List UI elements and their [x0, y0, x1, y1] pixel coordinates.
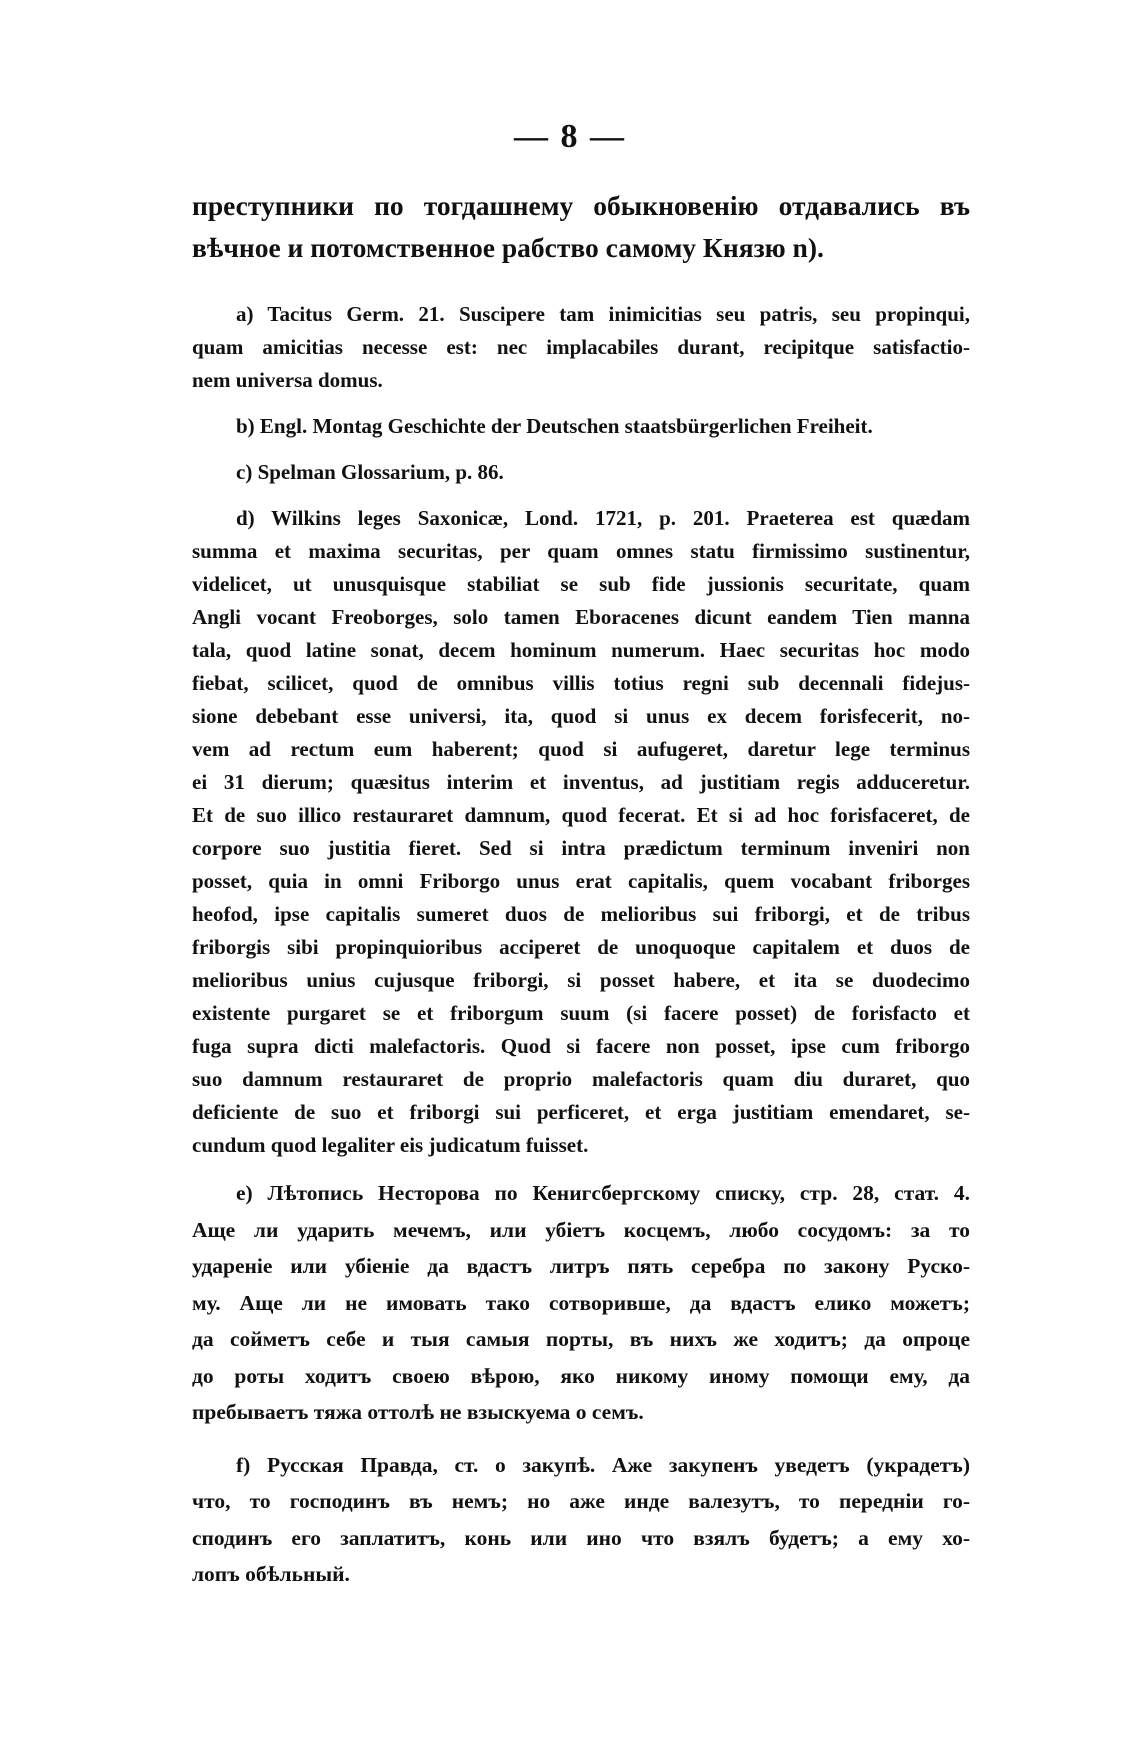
- page-number: — 8 —: [514, 118, 626, 155]
- footnote-line: до роты ходитъ своею вѣрою, яко никому иному помощи ему, да: [192, 1363, 970, 1388]
- footnote-line: лопъ обѣльный.: [192, 1562, 350, 1586]
- footnote-line: vem ad rectum eum haberent; quod si aufugeret, daretur lege terminus: [192, 737, 970, 761]
- footnote-e: [192, 1175, 970, 1431]
- footnote-d: [192, 502, 970, 1162]
- footnote-line: cundum quod legaliter eis judicatum fuisset.: [192, 1133, 589, 1157]
- footnote-line: удареніе или убіеніе да вдастъ литръ пять серебра по закону Руско-: [192, 1254, 970, 1278]
- footnote-line: сподинъ его заплатитъ, конь или ино что взялъ будетъ; а ему хо-: [192, 1525, 970, 1550]
- footnote-line: fiebat, scilicet, quod de omnibus villis totius regni sub decennali fidejus-: [192, 671, 970, 695]
- footnote-line: Et de suo illico restauraret damnum, quod fecerat. Et si ad hoc forisfaceret, de: [192, 803, 970, 827]
- footnote-line: tala, quod latine sonat, decem hominum numerum. Haec securitas hoc modo: [192, 638, 970, 662]
- footnote-line: пребываетъ тяжа оттолѣ не взыскуема о семъ.: [192, 1400, 644, 1424]
- footnote-line: e) Лѣтопись Несторова по Кенигсбергскому списку, стр. 28, стат. 4.: [236, 1181, 970, 1205]
- footnote-c: [192, 456, 970, 489]
- footnote-line: fuga supra dicti malefactoris. Quod si facere non posset, ipse cum friborgo: [192, 1034, 970, 1058]
- footnote-f: [192, 1447, 970, 1593]
- footnote-line: да сойметъ себе и тыя самыя порты, въ нихъ же ходитъ; да опроце: [192, 1327, 970, 1351]
- text-line: вѣчное и потомственное рабство самому Князю n).: [192, 232, 824, 263]
- main-text: [192, 185, 970, 269]
- footnote-line: a) Tacitus Germ. 21. Suscipere tam inimicitias seu patris, seu propinqui,: [236, 302, 970, 326]
- footnote-line: videlicet, ut unusquisque stabiliat se sub fide jussionis securitate, quam: [192, 572, 970, 596]
- footnote-line: corpore suo justitia fieret. Sed si intra prædictum terminum inveniri non: [192, 836, 970, 860]
- footnote-line: c) Spelman Glossarium, p. 86.: [236, 460, 504, 484]
- footnote-line: Аще ли ударить мечемъ, или убіетъ косцемъ, любо сосудомъ: за то: [192, 1217, 970, 1242]
- footnote-line: friborgis sibi propinquioribus acciperet de unoquoque capitalem et duos de: [192, 935, 970, 959]
- footnote-line: deficiente de suo et friborgi sui perficeret, et erga justitiam emendaret, se-: [192, 1100, 970, 1124]
- footnote-a: [192, 298, 970, 397]
- footnote-line: sione debebant esse universi, ita, quod si unus ex decem forisfecerit, no-: [192, 704, 970, 728]
- footnote-line: b) Engl. Montag Geschichte der Deutschen staatsbürgerlichen Freiheit.: [236, 414, 873, 438]
- footnote-line: existente purgaret se et friborgum suum (si facere posset) de forisfacto et: [192, 1001, 970, 1025]
- footnote-line: ei 31 dierum; quæsitus interim et inventus, ad justitiam regis adduceretur.: [192, 770, 970, 794]
- footnote-line: nem universa domus.: [192, 368, 383, 392]
- footnote-b: [192, 410, 970, 443]
- footnote-line: melioribus unius cujusque friborgi, si posset habere, et ita se duodecimo: [192, 968, 970, 992]
- footnote-line: му. Аще ли не имовать тако сотворивше, да вдастъ елико можетъ;: [192, 1290, 970, 1315]
- text-line: преступники по тогдашнему обыкновенію отдавались въ: [192, 190, 970, 221]
- footnote-line: posset, quia in omni Friborgo unus erat capitalis, quem vocabant friborges: [192, 869, 970, 893]
- footnote-line: heofod, ipse capitalis sumeret duos de melioribus sui friborgi, et de tribus: [192, 902, 970, 926]
- footnotes: [192, 298, 970, 1609]
- footnote-line: f) Русская Правда, ст. о закупѣ. Аже закупенъ уведетъ (украдетъ): [236, 1452, 970, 1477]
- footnote-line: quam amicitias necesse est: nec implacabiles durant, recipitque satisfactio-: [192, 335, 970, 359]
- footnote-line: Angli vocant Freoborges, solo tamen Eboracenes dicunt eandem Tien manna: [192, 605, 970, 629]
- footnote-line: что, то господинъ въ немъ; но аже инде валезутъ, то передніи го-: [192, 1489, 970, 1513]
- footnote-line: summa et maxima securitas, per quam omnes statu firmissimo sustinentur,: [192, 539, 970, 563]
- footnote-line: d) Wilkins leges Saxonicæ, Lond. 1721, p. 201. Praeterea est quædam: [236, 506, 970, 530]
- footnote-line: suo damnum restauraret de proprio malefactoris quam diu duraret, quo: [192, 1067, 970, 1091]
